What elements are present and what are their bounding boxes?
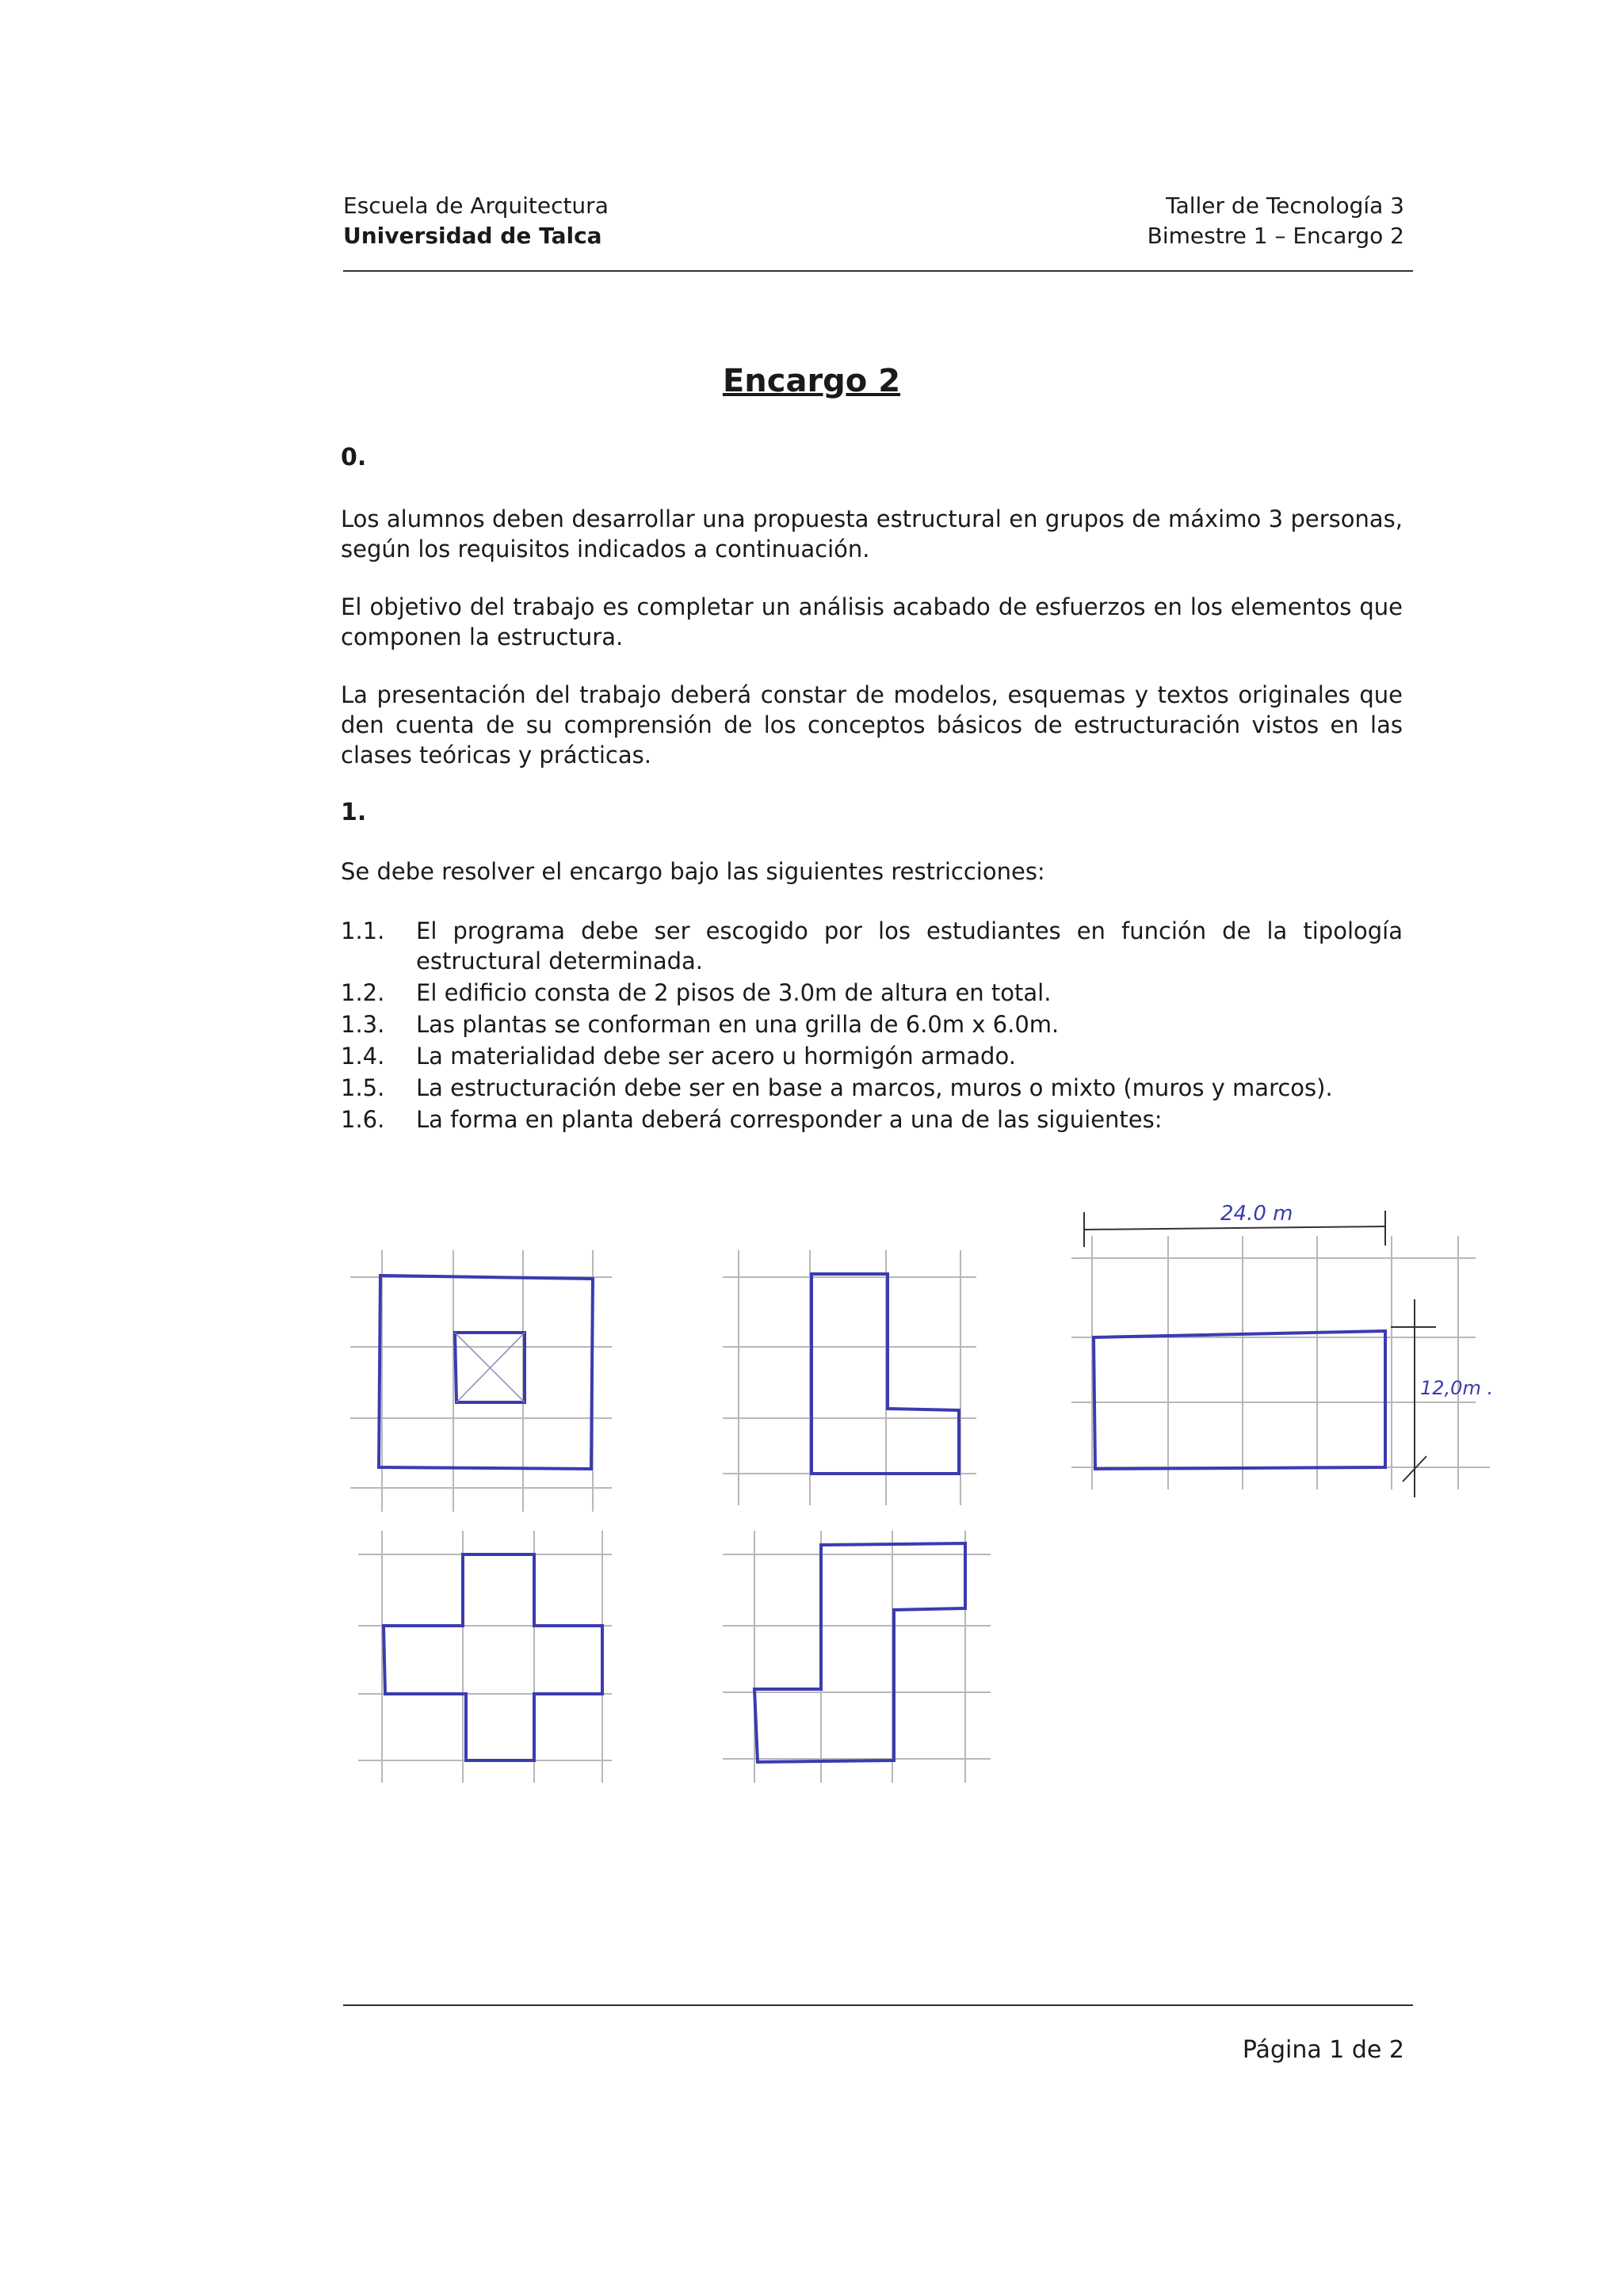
sketch-cross-shape: [358, 1531, 612, 1783]
list-item-number: 1.4.: [341, 1043, 385, 1070]
list-item-number: 1.1.: [341, 917, 385, 944]
list-item-text: La estructuración debe ser en base a marcos, muros o mixto (muros y marcos).: [416, 1074, 1333, 1101]
course-name: Taller de Tecnología 3: [1166, 193, 1404, 219]
school-name: Escuela de Arquitectura: [343, 193, 609, 219]
list-item-number: 1.6.: [341, 1106, 385, 1133]
dimension-lines: [1084, 1211, 1436, 1497]
sketch-rectangle: [1071, 1202, 1493, 1497]
list-item-text: El programa debe ser escogido por los estudiantes en función de la tipología estructural determinada.: [416, 917, 1403, 974]
section-1-number: 1.: [341, 799, 367, 826]
footer-rule: [343, 2004, 1413, 2006]
list-item-text: Las plantas se conforman en una grilla de 6.0m x 6.0m.: [416, 1011, 1060, 1038]
section-0-number: 0.: [341, 444, 367, 471]
list-item-number: 1.2.: [341, 979, 385, 1006]
paragraph-1: Los alumnos deben desarrollar una propuesta estructural en grupos de máximo 3 personas, según los requisitos indicados a continuación.: [341, 505, 1403, 563]
term-label: Bimestre 1 – Encargo 2: [1147, 223, 1404, 249]
list-item-number: 1.3.: [341, 1011, 385, 1038]
section-1-intro: Se debe resolver el encargo bajo las siguientes restricciones:: [341, 858, 1045, 885]
list-item-text: El edificio consta de 2 pisos de 3.0m de altura en total.: [416, 979, 1052, 1006]
paragraph-2: El objetivo del trabajo es completar un análisis acabado de esfuerzos en los elementos que componen la estructura.: [341, 593, 1403, 650]
dimension-width-label: 24.0 m: [1220, 1202, 1293, 1226]
list-item-text: La forma en planta deberá corresponder a una de las siguientes:: [416, 1106, 1163, 1133]
sketch-z-shape: [723, 1531, 991, 1783]
university-name: Universidad de Talca: [343, 223, 602, 249]
sketch-l-shape: [723, 1250, 976, 1505]
page-title: Encargo 2: [722, 363, 901, 399]
list-item-text: La materialidad debe ser acero u hormigón armado.: [416, 1043, 1016, 1070]
paragraph-3: La presentación del trabajo deberá constar de modelos, esquemas y textos originales que den cuenta de su comprensión de los conceptos básicos de estructuración vistos en las clases teóricas y prácticas.: [341, 681, 1403, 769]
dimension-height-label: 12,0m .: [1420, 1377, 1494, 1399]
sketch-square-courtyard: [350, 1250, 612, 1512]
page-number: Página 1 de 2: [1242, 2036, 1404, 2064]
list-item-number: 1.5.: [341, 1074, 385, 1101]
